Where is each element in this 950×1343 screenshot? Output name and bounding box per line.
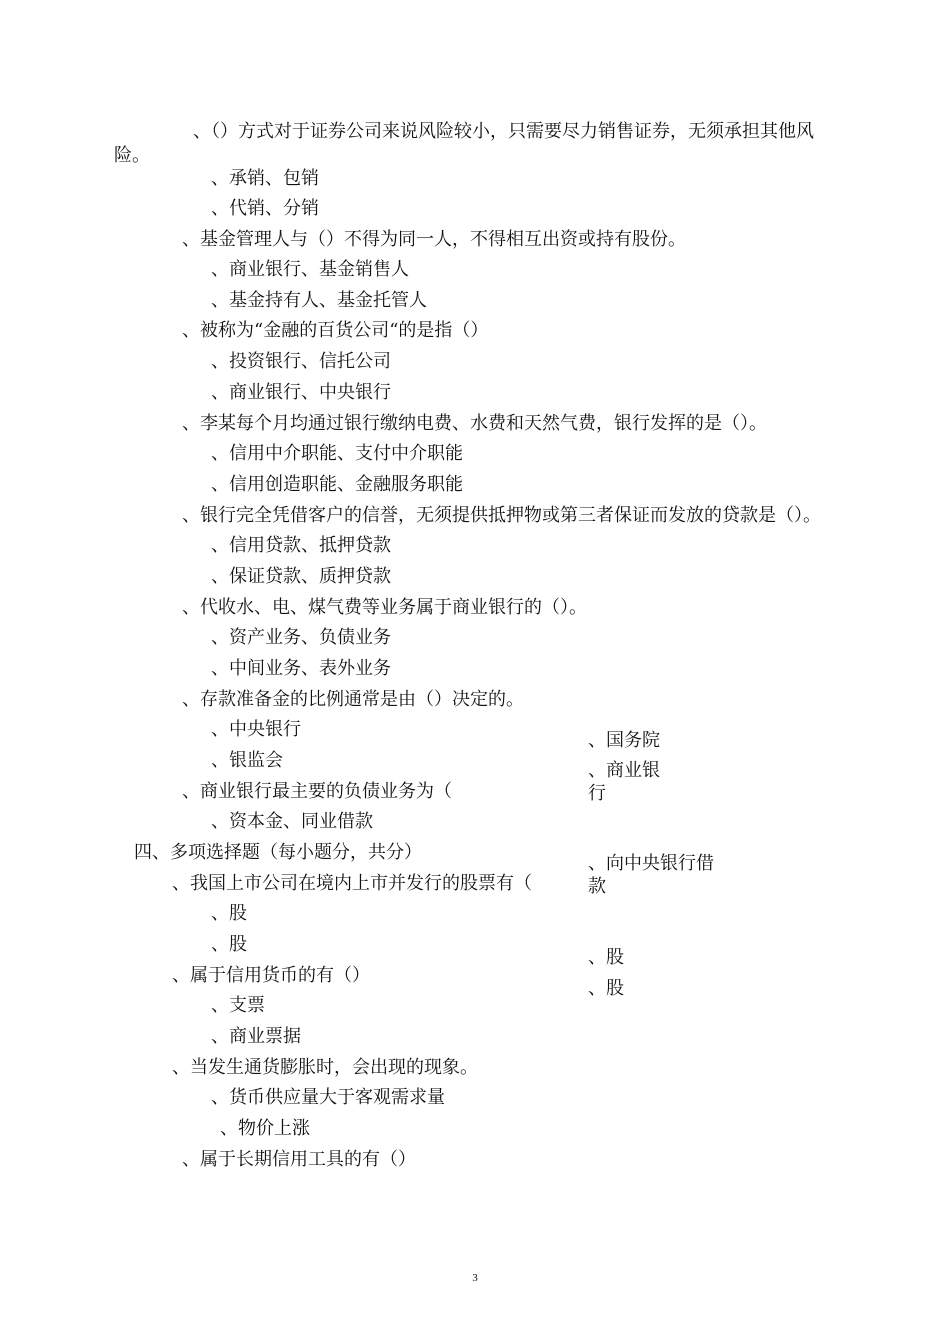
text-line: 、中间业务、表外业务 [211,658,391,679]
right-option: 、股 [588,978,624,999]
text-line: 、基金管理人与（）不得为同一人，不得相互出资或持有股份。 [182,229,686,250]
text-line: 、被称为“金融的百货公司“的是指（） [182,320,489,341]
right-option: 款 [588,876,606,897]
right-option: 行 [588,783,606,804]
text-line: 、银监会 [211,750,283,771]
text-line: 、代销、分销 [211,198,319,219]
right-option: 、商业银 [588,760,660,781]
text-line: 、存款准备金的比例通常是由（）决定的。 [182,689,524,710]
text-line: 、李某每个月均通过银行缴纳电费、水费和天然气费，银行发挥的是（）。 [182,413,767,434]
section-heading: 四、多项选择题（每小题分，共分） [134,842,422,863]
text-line: 、资产业务、负债业务 [211,627,391,648]
text-line: 、信用创造职能、金融服务职能 [211,474,463,495]
text-line: 、属于信用货币的有（） [172,965,370,986]
text-line: 、承销、包销 [211,168,319,189]
right-option: 、股 [588,947,624,968]
text-line: 、信用中介职能、支付中介职能 [211,443,463,464]
text-line: 、资本金、同业借款 [211,811,373,832]
text-line: 、股 [211,903,247,924]
text-line: 、代收水、电、煤气费等业务属于商业银行的（）。 [182,597,587,618]
text-line: 、中央银行 [211,719,301,740]
text-line: 、（）方式对于证券公司来说风险较小，只需要尽力销售证券，无须承担其他风 [193,121,814,142]
text-line: 、商业银行、中央银行 [211,382,391,403]
text-line: 、股 [211,934,247,955]
text-line: 、银行完全凭借客户的信誉，无须提供抵押物或第三者保证而发放的贷款是（）。 [182,505,821,526]
text-line: 、属于长期信用工具的有（） [182,1149,416,1170]
text-line: 、我国上市公司在境内上市并发行的股票有（ [172,873,532,894]
text-line: 、商业银行最主要的负债业务为（ [182,781,452,802]
text-line: 、基金持有人、基金托管人 [211,290,427,311]
text-line: 险。 [114,145,150,166]
text-line: 、商业银行、基金销售人 [211,259,409,280]
right-option: 、向中央银行借 [588,853,714,874]
page-number: 3 [472,1272,478,1284]
text-line: 、货币供应量大于客观需求量 [211,1087,445,1108]
text-line: 、当发生通货膨胀时，会出现的现象。 [172,1057,478,1078]
right-option: 、国务院 [588,730,660,751]
text-line: 、支票 [211,995,265,1016]
text-line: 、保证贷款、质押贷款 [211,566,391,587]
text-line: 、商业票据 [211,1026,301,1047]
text-line: 、物价上涨 [220,1118,310,1139]
text-line: 、投资银行、信托公司 [211,351,391,372]
text-line: 、信用贷款、抵押贷款 [211,535,391,556]
